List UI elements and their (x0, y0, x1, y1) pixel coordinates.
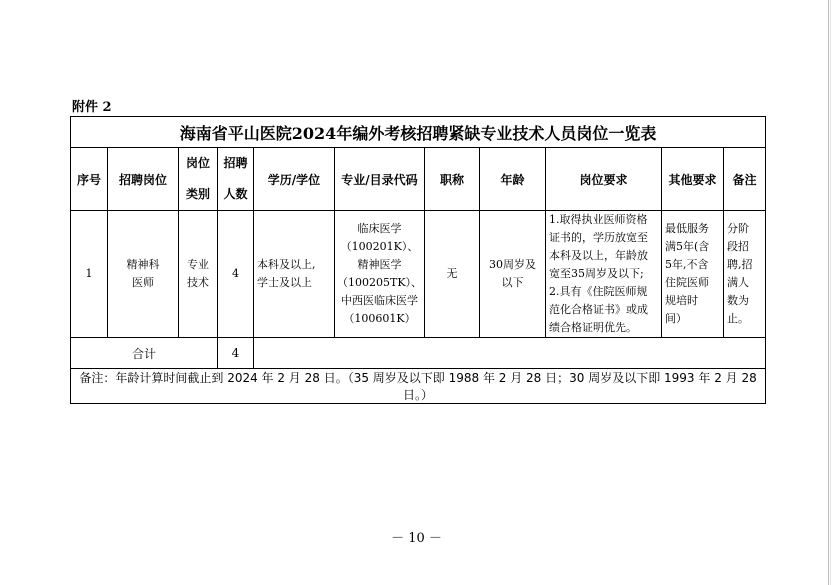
positions-table (70, 116, 766, 404)
attachment-label: 附件 2 (72, 100, 112, 115)
cell-position: 精神科 医师 (108, 211, 179, 338)
cell-title: 无 (425, 211, 480, 338)
header-other: 其他要求 (662, 148, 724, 211)
total-count: 4 (218, 338, 254, 369)
cell-seq: 1 (71, 211, 108, 338)
header-remark: 备注 (724, 148, 766, 211)
page-edge (828, 0, 829, 585)
page-edge-shadow (830, 0, 831, 585)
header-requirements: 岗位要求 (546, 148, 662, 211)
cell-remark: 分阶 段招 聘,招 满人 数为 止。 (724, 211, 766, 338)
header-title: 职称 (425, 148, 480, 211)
note-text: 备注：年龄计算时间截止到 2024 年 2 月 28 日。（35 周岁及以下即 1988 年 2 月 28 日；30 周岁及以下即 1993 年 2 月 28 日。） (71, 369, 766, 404)
cell-education: 本科及以上, 学士及以上 (254, 211, 335, 338)
note-row (71, 369, 766, 404)
cell-age: 30周岁及 以下 (480, 211, 546, 338)
header-count: 招聘 人数 (218, 148, 254, 211)
table-row (71, 211, 766, 338)
cell-other: 最低服务 满5年(含 5年,不含 住院医师 规培时 间） (662, 211, 724, 338)
header-row (71, 148, 766, 211)
cell-major: 临床医学 （100201K）、 精神医学 （100205TK）、 中西医临床医学 （100601K） (335, 211, 425, 338)
header-position: 招聘岗位 (108, 148, 179, 211)
total-label: 合计 (71, 338, 218, 369)
total-empty (254, 338, 766, 369)
page-number: － 10 － (391, 531, 442, 546)
cell-requirements: 1.取得执业医师资格 证书的，学历放宽至 本科及以上，年龄放 宽至35周岁及以下; 2.具有《住院医师规 范化合格证书》或成 绩合格证明优先。 (546, 211, 662, 338)
cell-count: 4 (218, 211, 254, 338)
cell-category: 专业 技术 (179, 211, 218, 338)
header-education: 学历/学位 (254, 148, 335, 211)
header-seq: 序号 (71, 148, 108, 211)
header-category: 岗位 类别 (179, 148, 218, 211)
header-age: 年龄 (480, 148, 546, 211)
header-major: 专业/目录代码 (335, 148, 425, 211)
table-title: 海南省平山医院2024年编外考核招聘紧缺专业技术人员岗位一览表 (71, 117, 766, 148)
total-row (71, 338, 766, 369)
